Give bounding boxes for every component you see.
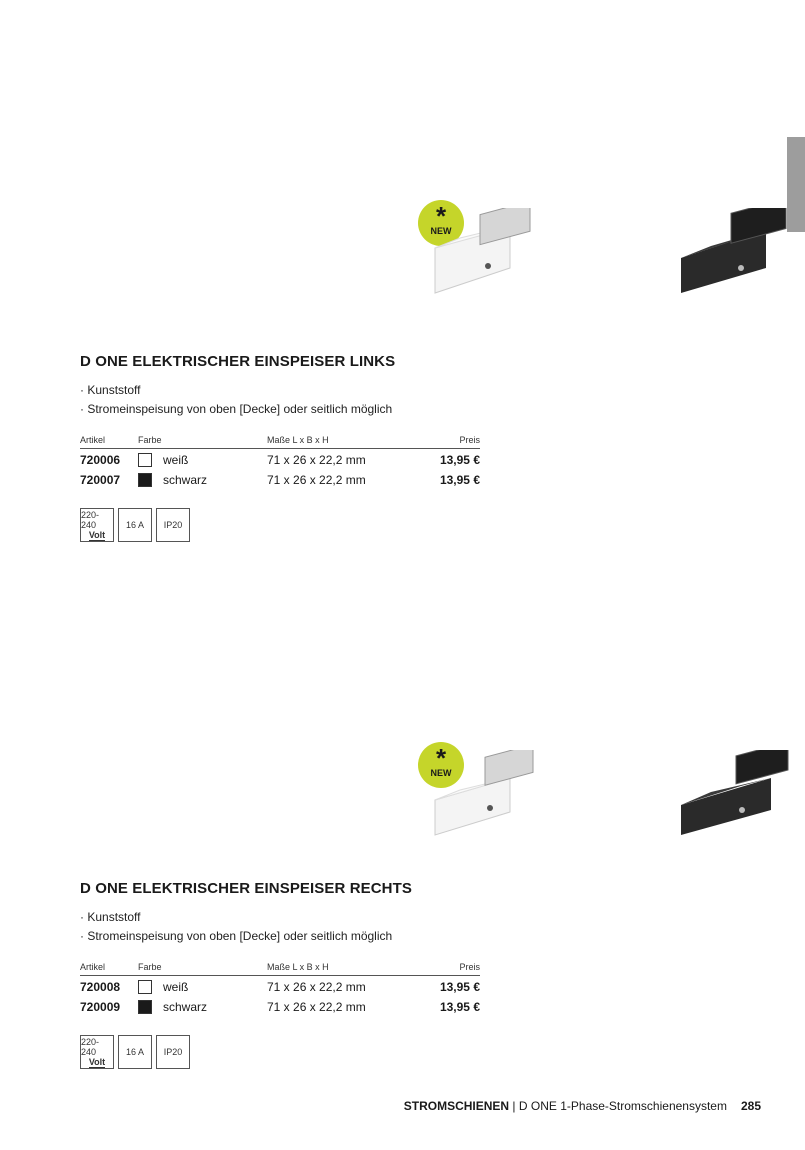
current-icon: 16 A — [118, 508, 152, 542]
dimensions: 71 x 26 x 22,2 mm — [267, 453, 366, 467]
header-dims: Maße L x B x H — [267, 962, 419, 976]
new-badge: * NEW — [418, 742, 464, 788]
feature-item: · Stromeinspeisung von oben [Decke] oder seitlich möglich — [80, 927, 392, 946]
star-icon: * — [435, 201, 447, 231]
color-name: weiß — [163, 980, 189, 994]
header-dims: Maße L x B x H — [267, 435, 419, 449]
article-number: 720008 — [80, 980, 121, 994]
color-swatch-black — [138, 1000, 152, 1014]
spec-icons — [80, 1035, 190, 1069]
header-color: Farbe — [138, 435, 267, 449]
color-name: schwarz — [163, 1000, 208, 1014]
table-row — [80, 449, 480, 470]
dimensions: 71 x 26 x 22,2 mm — [267, 980, 366, 994]
table-row — [80, 976, 480, 997]
spec-icons — [80, 508, 190, 542]
feature-list — [80, 381, 392, 419]
header-color: Farbe — [138, 962, 267, 976]
color-swatch-black — [138, 473, 152, 487]
dimensions: 71 x 26 x 22,2 mm — [267, 473, 366, 487]
star-icon: * — [435, 743, 447, 773]
header-price: Preis — [419, 962, 480, 976]
article-number: 720009 — [80, 1000, 121, 1014]
table-row — [80, 996, 480, 1016]
current-icon: 16 A — [118, 1035, 152, 1069]
page-number: 285 — [740, 1099, 761, 1113]
article-number: 720007 — [80, 473, 121, 487]
feature-item: · Kunststoff — [80, 381, 392, 400]
page-footer — [404, 1099, 761, 1113]
article-number: 720006 — [80, 453, 121, 467]
feature-item: · Stromeinspeisung von oben [Decke] oder seitlich möglich — [80, 400, 392, 419]
price: 13,95 € — [439, 453, 480, 467]
table-row — [80, 469, 480, 489]
spec-table — [80, 435, 480, 489]
feature-list — [80, 908, 392, 946]
color-swatch-white — [138, 453, 152, 467]
dimensions: 71 x 26 x 22,2 mm — [267, 1000, 366, 1014]
product-image-white — [430, 750, 550, 840]
footer-separator: | — [509, 1099, 519, 1113]
header-price: Preis — [419, 435, 480, 449]
header-article: Artikel — [80, 962, 138, 976]
price: 13,95 € — [439, 1000, 480, 1014]
product-image-black — [676, 750, 805, 840]
color-name: weiß — [163, 453, 189, 467]
feature-item: · Kunststoff — [80, 908, 392, 927]
new-badge: * NEW — [418, 200, 464, 246]
color-swatch-white — [138, 980, 152, 994]
voltage-icon: 220-240 Volt — [80, 1035, 114, 1069]
ip-rating-icon: IP20 — [156, 508, 190, 542]
price: 13,95 € — [439, 980, 480, 994]
product-title: D ONE ELEKTRISCHER EINSPEISER RECHTS — [80, 880, 412, 897]
product-image-white — [430, 208, 550, 298]
table-header-row — [80, 435, 480, 449]
product-image-black — [676, 208, 805, 298]
table-header-row — [80, 962, 480, 976]
footer-subtitle: D ONE 1-Phase-Stromschienensystem — [518, 1099, 727, 1113]
color-name: schwarz — [163, 473, 208, 487]
price: 13,95 € — [439, 473, 480, 487]
spec-table — [80, 962, 480, 1016]
footer-section: STROMSCHIENEN — [403, 1099, 510, 1113]
product-title: D ONE ELEKTRISCHER EINSPEISER LINKS — [80, 353, 396, 370]
voltage-icon: 220-240 Volt — [80, 508, 114, 542]
ip-rating-icon: IP20 — [156, 1035, 190, 1069]
header-article: Artikel — [80, 435, 138, 449]
